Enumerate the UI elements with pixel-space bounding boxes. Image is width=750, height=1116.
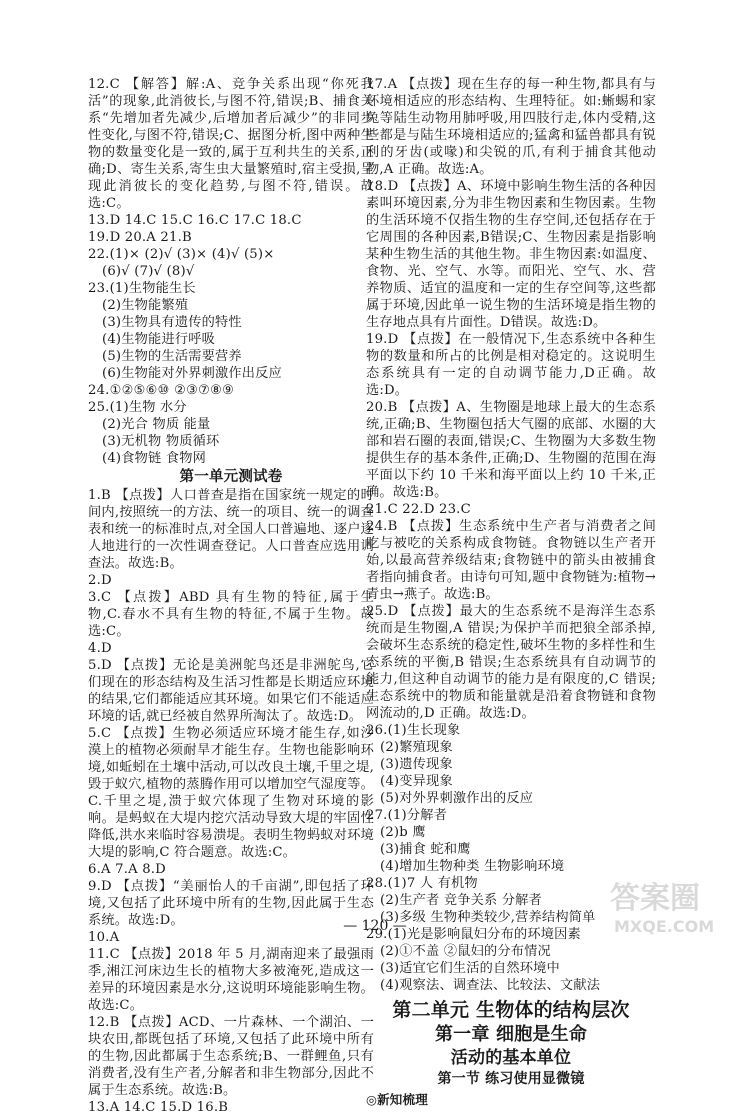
left-column-line: 第一单元测试卷 — [179, 469, 283, 485]
right-column-line: (4)变异现象 — [380, 774, 453, 789]
watermark-logo — [604, 870, 744, 940]
left-column-line: 19.D 20.A 21.B — [88, 230, 192, 245]
left-column-line: 3.C 【点拨】ABD 具有生物的特征,属于生物,C.春水不具有生物的特征,不属于生物。故选:C。 — [88, 590, 374, 639]
left-column-line: 1.B 【点拨】人口普查是指在国家统一规定的时间内,按照统一的方法、统一的项目、统一的调查表和统一的标准时点,对全国人口普遍地、逐户逐人地进行的一次性调查登记。人口普查应选用调查法。故选:B。 — [88, 488, 374, 571]
right-column-line: (4)增加生物种类 生物影响环境 — [380, 859, 565, 874]
left-column-line: 12.C 【解答】解:A、竞争关系出现“你死我活”的现象,此消彼长,与图不符,错误;B、捕食关系“先增加者先减少,后增加者后减少”的非同步性变化,与图不符,错误;C、据图分析,图中两种生物的数量变化是一致的,属于互利共生的关系,正确;D、寄生关系,寄生虫大量繁殖时,宿主受损,呈现此消彼长的变化趋势,与图不符,错误。故选:C。 — [88, 77, 374, 211]
page-number: — 120 — — [343, 918, 407, 934]
left-column-line: 4.D — [88, 641, 112, 656]
left-column-line: (5)生物的生活需要营养 — [102, 349, 242, 364]
left-column-line: 10.A — [88, 930, 120, 945]
left-column-line: (3)无机物 物质循环 — [102, 434, 220, 449]
left-column-line: 23.(1)生物能生长 — [88, 281, 196, 296]
right-column-line: 29.(1)光是影响鼠妇分布的环境因素 — [366, 927, 581, 942]
left-column-line: 13.D 14.C 15.C 16.C 17.C 18.C — [88, 213, 302, 228]
left-column-line: 5.C 【点拨】生物必须适应环境才能生存,如沙漠上的植物必须耐旱才能生存。生物也能影响环境,如蚯蚓在土壤中活动,可以改良土壤,千里之堤,毁于蚁穴,植物的蒸腾作用可以增加空气湿度等。C.千里之堤,溃于蚁穴体现了生物对环境的影响。是蚂蚁在大堤内挖穴活动导致大堤的牢固性降低,洪水来临时容易溃堤。表明生物蚂蚁对环境大堤的影响,C 符合题意。故选:C。 — [88, 726, 374, 860]
left-column-line: (4)食物链 食物网 — [102, 451, 206, 466]
right-column-line: 20.B 【点拨】A、生物圈是地球上最大的生态系统,正确;B、生物圈包括大气圈的底部、水圈的大部和岩石圈的表面,错误;C、生物圈为大多数生物提供生存的基本条件,正确;D、生物圈的范围在海平面以下约 10 千米和海平面以上约 10 千米,正确。故选:B。 — [366, 400, 656, 500]
right-column-line: (2)繁殖现象 — [380, 740, 453, 755]
right-column — [366, 76, 656, 1108]
right-column-line: 活动的基本单位 — [450, 1048, 572, 1068]
right-column-line: 21.C 22.D 23.C — [366, 502, 471, 517]
left-column-line: (2)光合 物质 能量 — [102, 417, 211, 432]
right-column-line: 25.D 【点拨】最大的生态系统不是海洋生态系统而是生物圈,A 错误;为保护羊而把狼全部杀掉,会破坏生态系统的稳定性,破坏生物的多样性和生态系统的平衡,B 错误;生态系统具有自动调节的能力,但这种自动调节的能力是有限度的,C 错误;生态系统中的物质和能量就是沿着食物链和食物网流动的,D 正确。故选:D。 — [366, 604, 656, 721]
left-column-line: (6)√ (7)√ (8)√ — [102, 264, 195, 279]
left-column-line: 12.B 【点拨】ACD、一片森林、一个湖泊、一块农田,都既包括了环境,又包括了此环境中所有的生物,因此都属于生态系统;B、一群鲤鱼,只有消费者,没有生产者,分解者和非生物部分,因此不属于生态系统。故选:B。 — [88, 1015, 374, 1098]
left-column-line: (2)生物能繁殖 — [102, 298, 189, 313]
left-column — [88, 76, 374, 1116]
left-column-line: 5.D 【点拨】无论是美洲鸵鸟还是非洲鸵鸟,它们现在的形态结构及生活习性都是长期适应环境的结果,它们都能适应其环境。如果它们不能适应环境的话,就已经被自然界所淘汰了。故选:D。 — [88, 658, 374, 724]
right-column-line: (2)生产者 竞争关系 分解者 — [380, 893, 542, 908]
right-column-line: (3)捕食 蛇和鹰 — [380, 842, 471, 857]
left-column-line: (6)生物能对外界刺激作出反应 — [102, 366, 282, 381]
left-column-line: 6.A 7.A 8.D — [88, 862, 166, 877]
left-column-line: 11.C 【点拨】2018 年 5 月,湖南迎来了最强雨季,湘江河床边生长的植物大多被淹死,造成这一差异的环境因素是水分,这说明环境能影响生物。故选:C。 — [88, 947, 374, 1013]
right-column-line: 27.(1)分解者 — [366, 808, 448, 823]
right-column-line: (2)b 鹰 — [380, 825, 426, 840]
left-column-line: 22.(1)× (2)√ (3)× (4)√ (5)× — [88, 247, 275, 262]
left-column-line: 24.①②⑤⑥⑩ ②③⑦⑧⑨ — [88, 383, 235, 398]
watermark-url: MXQE.COM — [614, 917, 715, 936]
right-column-line: 第一章 细胞是生命 — [434, 1024, 588, 1045]
left-column-line: 9.D 【点拨】“美丽怡人的千亩湖”,即包括了环境,又包括了此环境中所有的生物,因此属于生态系统。故选:D。 — [88, 879, 374, 928]
left-column-line: 13.A 14.C 15.D 16.B — [88, 1100, 229, 1115]
right-column-line: 24.B 【点拨】生态系统中生产者与消费者之间吃与被吃的关系构成食物链。食物链以生产者开始,以最高营养级结束;食物链中的箭头由被捕食者指向捕食者。由诗句可知,题中食物链为:植物→青虫→燕子。故选:B。 — [366, 519, 656, 602]
right-column-line: (3)多级 生物种类较少,营养结构简单 — [380, 910, 596, 925]
right-column-line: 第一节 练习使用显微镜 — [437, 1071, 585, 1087]
right-column-line: ◎新知梳理 — [366, 1092, 428, 1107]
right-column-line: 17.A 【点拨】现在生存的每一种生物,都具有与环境相适应的形态结构、生理特征。如:蜥蜴和家兔等陆生动物用肺呼吸,用四肢行走,体内受精,这些都是与陆生环境相适应的;猛禽和猛兽都具有锐利的牙齿(或喙)和尖锐的爪,有利于捕食其他动物,A 正确。故选:A。 — [366, 77, 656, 177]
right-column-line: 26.(1)生长现象 — [366, 723, 461, 738]
watermark-main: 答案圈 — [610, 881, 700, 916]
left-column-line: (3)生物具有遗传的特性 — [102, 315, 242, 330]
right-column-line: (3)适宜它们生活的自然环境中 — [380, 961, 560, 976]
left-column-line: 2.D — [88, 573, 112, 588]
right-column-line: 28.(1)7 人 有机物 — [366, 876, 478, 891]
right-column-line: 19.D 【点拨】在一般情况下,生态系统中各种生物的数量和所占的比例是相对稳定的。这说明生态系统具有一定的自动调节能力,D正确。故选:D。 — [366, 332, 656, 398]
right-column-line: 第二单元 生物体的结构层次 — [392, 999, 630, 1021]
right-column-line: (3)遗传现象 — [380, 757, 453, 772]
right-column-line: 18.D 【点拨】A、环境中影响生物生活的各种因素叫环境因素,分为非生物因素和生物因素。生物的生活环境不仅指生物的生存空间,还包括存在于它周围的各种因素,B错误;C、生物因素是指影响某种生物生活的其他生物。非生物因素:如温度、食物、光、空气、水等。而阳光、空气、水、营养物质、适宜的温度和一定的生存空间等,这些都属于环境,因此单一说生物的生活环境是指生物的生存地点具有片面性。D错误。故选:D。 — [366, 179, 656, 330]
left-column-line: (4)生物能进行呼吸 — [102, 332, 215, 347]
right-column-line: (2)①不盖 ②鼠妇的分布情况 — [380, 944, 551, 959]
left-column-line: 25.(1)生物 水分 — [88, 400, 187, 415]
right-column-line: (5)对外界刺激作出的反应 — [380, 791, 534, 806]
right-column-line: (4)观察法、调查法、比较法、文献法 — [380, 978, 601, 993]
